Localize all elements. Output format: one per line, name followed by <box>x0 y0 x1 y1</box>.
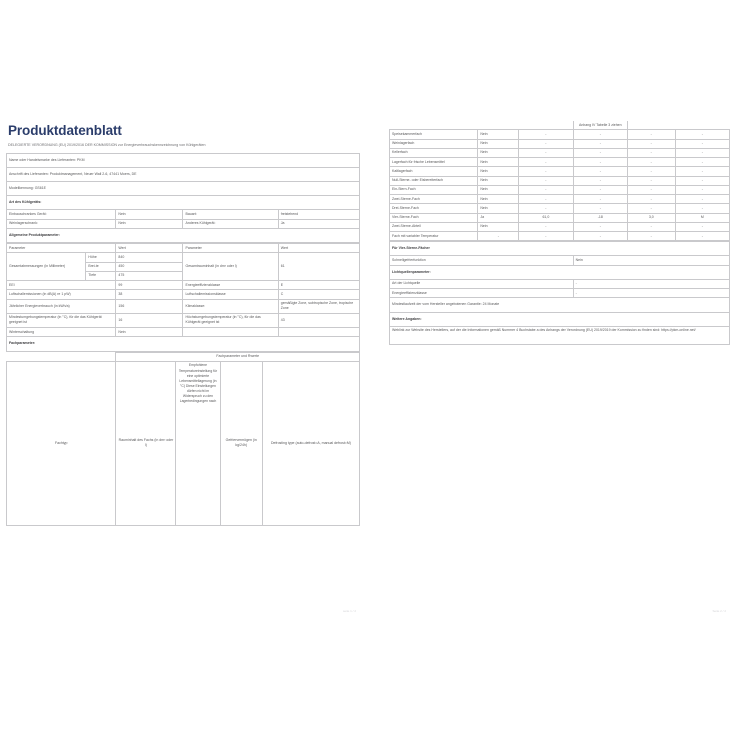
light-type-label: Art der Lichtquelle <box>390 279 574 288</box>
table-row <box>390 158 730 167</box>
light-type-value: - <box>573 279 729 288</box>
compartment-volume-11: - <box>519 232 573 241</box>
fast-freeze-label: Schnellgefrierfunktion <box>390 256 574 265</box>
col-header-defrost-type: Defrosting type (auto-defrost=A, manual defrost=M) <box>262 361 359 525</box>
compartment-name-8: Drei-Sterne-Fach <box>390 204 478 213</box>
eei-label: EEI <box>7 281 116 290</box>
max-temp-value: 43 <box>278 313 359 327</box>
compartment-freeze-5: - <box>627 176 675 185</box>
total-volume-value: 61 <box>278 253 359 281</box>
further-info-section: Weitere Angaben: <box>390 312 730 326</box>
compartment-defrost-8: - <box>675 204 729 213</box>
compartment-present-6: Nein <box>478 185 519 194</box>
compartment-volume-6: - <box>519 185 573 194</box>
compartments-table <box>389 121 730 241</box>
empty-label <box>183 328 278 337</box>
eei-value: 99 <box>116 281 183 290</box>
table-row <box>7 337 360 351</box>
compartment-present-11: - <box>478 232 519 241</box>
table-row <box>390 326 730 344</box>
compartment-volume-1: - <box>519 139 573 148</box>
compartment-defrost-1: - <box>675 139 729 148</box>
compartment-name-5: Null-Sterne- oder Eisbereiterfach <box>390 176 478 185</box>
max-temp-label: Höchstumgebungstemperatur (in °C), für die das Kühlgerät geeignet ist <box>183 313 278 327</box>
table-row <box>7 210 360 219</box>
compartment-freeze-9: 3,0 <box>627 213 675 222</box>
param-header-1: Parameter <box>7 244 116 253</box>
col-header-volume: Rauminhalt des Fachs (in dm³ oder l) <box>116 361 176 525</box>
compartment-temp-2: - <box>573 148 627 157</box>
compartment-freeze-3: - <box>627 158 675 167</box>
dimension-width-value: 450 <box>116 262 183 271</box>
compartment-present-1: Nein <box>478 139 519 148</box>
noise-value: 38 <box>116 290 183 299</box>
builtin-value: Nein <box>116 210 183 219</box>
warranty-label: Mindestlaufzeit der vom Hersteller angebotenen Garantie: <box>392 302 482 307</box>
compartment-name-4: Kaltlagerfach <box>390 167 478 176</box>
compartment-volume-5: - <box>519 176 573 185</box>
table-row <box>390 222 730 231</box>
table-row <box>390 242 730 256</box>
compartment-present-2: Nein <box>478 148 519 157</box>
four-star-section: Für Vier-Sterne-Fächer <box>390 242 730 256</box>
compartment-volume-9: 61,0 <box>519 213 573 222</box>
compartment-volume-7: - <box>519 195 573 204</box>
supplier-address-value: Produktmanagement, Neuer Wall 2-6, 47441 Moers, DE <box>49 171 137 176</box>
dimension-depth-value: 475 <box>116 271 183 280</box>
spacer-cell-a <box>390 121 478 130</box>
compartment-volume-2: - <box>519 148 573 157</box>
light-class-value: - <box>573 289 729 298</box>
table-row <box>390 298 730 312</box>
dimension-width-label: Brei-te <box>86 262 116 271</box>
min-temp-value: 16 <box>116 313 183 327</box>
supplier-name-value: PKM <box>76 157 85 162</box>
spacer-cell-b <box>478 121 519 130</box>
table-row <box>390 121 730 130</box>
supplier-table <box>6 153 360 243</box>
compartment-freeze-0: - <box>627 130 675 139</box>
table-row <box>7 253 360 262</box>
compartment-present-0: Nein <box>478 130 519 139</box>
compartment-temp-4: - <box>573 167 627 176</box>
spacer-cell-e <box>675 121 729 130</box>
compartment-temp-5: - <box>573 176 627 185</box>
compartment-name-11: Fach mit variabler Temperatur <box>390 232 478 241</box>
page-2-footer: Seite 2 / 2 <box>712 609 726 613</box>
empty-value <box>278 328 359 337</box>
table-row <box>7 228 360 242</box>
compartment-defrost-11: - <box>675 232 729 241</box>
spacer-cell-c <box>519 121 573 130</box>
supplier-name-label: Name oder Handelsmarke des Lieferanten: <box>9 157 76 162</box>
compartment-freeze-10: - <box>627 222 675 231</box>
compartment-temp-9: -18 <box>573 213 627 222</box>
compartment-freeze-2: - <box>627 148 675 157</box>
compartment-defrost-5: - <box>675 176 729 185</box>
light-source-section: Lichtquellenparameter: <box>390 265 730 279</box>
compartment-defrost-10: - <box>675 222 729 231</box>
winter-mode-value: Nein <box>116 328 183 337</box>
climate-class-label: Klimaklasse: <box>183 299 278 313</box>
construction-label: Bauart: <box>183 210 278 219</box>
compartment-temp-8: - <box>573 204 627 213</box>
compartment-volume-8: - <box>519 204 573 213</box>
table-row <box>7 281 360 290</box>
annual-energy-label: Jährlicher Energieverbrauch (in kWh/a) <box>7 299 116 313</box>
value-header-2: Wert <box>278 244 359 253</box>
wine-label: Weinlagerschrank: <box>7 219 116 228</box>
compartment-defrost-2: - <box>675 148 729 157</box>
table-row <box>7 361 360 525</box>
table-row <box>390 185 730 194</box>
compartment-freeze-4: - <box>627 167 675 176</box>
supplier-address-cell <box>7 167 360 181</box>
table-row <box>7 352 360 361</box>
compartment-name-1: Weinlagerfach <box>390 139 478 148</box>
compartment-present-4: Nein <box>478 167 519 176</box>
col-header-fachtyp: Fachtyp <box>7 361 116 525</box>
dimension-height-label: Höhe <box>86 253 116 262</box>
energy-class-value: E <box>278 281 359 290</box>
compartment-freeze-8: - <box>627 204 675 213</box>
compartment-volume-0: - <box>519 130 573 139</box>
table-row <box>7 328 360 337</box>
general-parameters-section: Allgemeine Produktparameter: <box>7 228 360 242</box>
table-row <box>390 279 730 288</box>
table-row <box>7 181 360 195</box>
general-parameters-table <box>6 243 360 352</box>
supplier-name-cell <box>7 153 360 167</box>
table-row <box>7 153 360 167</box>
value-header-1: Wert <box>116 244 183 253</box>
spacer-cell-d <box>627 121 675 130</box>
table-row <box>390 139 730 148</box>
compartment-present-8: Nein <box>478 204 519 213</box>
model-value: GS61E <box>34 186 46 190</box>
table-row <box>390 312 730 326</box>
manufacturer-website-link[interactable]: https://pkm-online.net/ <box>661 328 696 333</box>
page-1-footer: seite 1 / 2 <box>342 609 356 613</box>
total-volume-label: Gesamtrauminhalt (in dm³ oder l) <box>183 253 278 281</box>
warranty-cell <box>390 298 730 312</box>
construction-value: freistehend <box>278 210 359 219</box>
supplier-address-label: Anschrift des Lieferanten: <box>9 171 49 176</box>
compartment-volume-3: - <box>519 158 573 167</box>
compartment-name-2: Kellerfach <box>390 148 478 157</box>
compartment-freeze-1: - <box>627 139 675 148</box>
compartment-defrost-7: - <box>675 195 729 204</box>
wine-value: Nein <box>116 219 183 228</box>
other-label: Anderes Kühlgerät: <box>183 219 278 228</box>
fast-freeze-value: Nein <box>573 256 729 265</box>
appliance-type-section: Art des Kühlgeräts: <box>7 196 360 210</box>
table-row <box>390 289 730 298</box>
table-row <box>7 167 360 181</box>
builtin-label: Einbauschrankes Gerät: <box>7 210 116 219</box>
table-row <box>390 176 730 185</box>
table-row <box>7 290 360 299</box>
table-row <box>390 213 730 222</box>
annex-note: Anhang IV Tabelle 3 ziehen <box>573 121 627 130</box>
table-row <box>390 130 730 139</box>
compartment-temp-7: - <box>573 195 627 204</box>
table-row <box>390 167 730 176</box>
compartment-name-10: Zwei-Sterne-Abteil <box>390 222 478 231</box>
table-row <box>7 313 360 327</box>
warranty-value: 24 Monate <box>482 302 500 307</box>
compartment-volume-10: - <box>519 222 573 231</box>
compartment-header-table <box>6 352 360 526</box>
compartment-temp-0: - <box>573 130 627 139</box>
compartment-freeze-6: - <box>627 185 675 194</box>
compartment-name-0: Speisekammerfach <box>390 130 478 139</box>
table-row <box>390 148 730 157</box>
document-subtitle: DELEGIERTE VERORDNUNG (EU) 2019/2016 DER KOMMISSION zur Energieverbrauchskennzeichnung von Kühlgeräten <box>8 143 206 147</box>
table-row <box>7 244 360 253</box>
compartment-defrost-9: M <box>675 213 729 222</box>
light-class-label: Energieeffizienzklasse <box>390 289 574 298</box>
table-row <box>390 195 730 204</box>
compartment-present-9: Ja <box>478 213 519 222</box>
other-value: Ja <box>278 219 359 228</box>
spacer-cell <box>7 352 116 361</box>
col-header-temperature: Empfohlene Temperatureinstellung für eine optimierte Lebensmittellagerung (in °C) Diese Einstellungen dürfen nicht im Widerspruch zu den Lagerbedingungen nach <box>176 361 220 525</box>
compartment-freeze-7: - <box>627 195 675 204</box>
dimension-depth-label: Tiefe <box>86 271 116 280</box>
winter-mode-label: Winterschaltung <box>7 328 116 337</box>
further-info-text: Weblink zur Website des Herstellers, auf der die Informationen gemäß Nummer 4 Buchstabe a des Anhangs der Verordnung (EU) 2019/2019 der Kommission zu finden sind: <box>392 328 661 333</box>
further-info-cell <box>390 326 730 344</box>
compartment-defrost-3: - <box>675 158 729 167</box>
table-row <box>390 204 730 213</box>
table-row <box>390 232 730 241</box>
compartment-freeze-11: - <box>627 232 675 241</box>
compartment-present-3: Nein <box>478 158 519 167</box>
compartment-parameters-section: Fachparameter: <box>7 337 360 351</box>
energy-class-label: Energieeffizienzklasse <box>183 281 278 290</box>
four-star-table <box>389 241 730 345</box>
compartment-defrost-0: - <box>675 130 729 139</box>
param-header-2: Parameter <box>183 244 278 253</box>
noise-label: Luftschallemissionen (in dB(A) re 1 pW) <box>7 290 116 299</box>
climate-class-value: gemäßigte Zone, subtropische Zone, tropische Zone <box>278 299 359 313</box>
model-cell <box>7 181 360 195</box>
table-row <box>7 196 360 210</box>
compartment-group-header: Fachparameter und Rwerte <box>116 352 360 361</box>
table-row <box>390 256 730 265</box>
compartment-name-6: Ein-Stern-Fach <box>390 185 478 194</box>
compartment-name-3: Lagerfach für frische Lebensmittel <box>390 158 478 167</box>
compartment-present-10: Nein <box>478 222 519 231</box>
dimension-height-value: 840 <box>116 253 183 262</box>
compartment-temp-10: - <box>573 222 627 231</box>
page-1 <box>0 113 366 619</box>
noise-class-value: C <box>278 290 359 299</box>
page-2 <box>383 113 736 619</box>
table-row <box>390 265 730 279</box>
compartment-name-7: Zwei-Sterne-Fach <box>390 195 478 204</box>
noise-class-label: Luftschallemissionsklasse <box>183 290 278 299</box>
compartment-temp-1: - <box>573 139 627 148</box>
compartment-defrost-4: - <box>675 167 729 176</box>
compartment-volume-4: - <box>519 167 573 176</box>
dimensions-label: Gesamtabmessungen (in Millimeter) <box>7 253 86 281</box>
annual-energy-value: 156 <box>116 299 183 313</box>
compartment-temp-6: - <box>573 185 627 194</box>
compartment-name-9: Vier-Sterne-Fach <box>390 213 478 222</box>
compartment-temp-11: - <box>573 232 627 241</box>
col-header-freezing-capacity: Gefriervermögen (in kg/24h) <box>220 361 262 525</box>
model-label: Modellkennung: <box>9 186 34 190</box>
compartment-temp-3: - <box>573 158 627 167</box>
min-temp-label: Mindestumgebungstemperatur (in °C), für die das Kühlgerät geeignet ist <box>7 313 116 327</box>
table-row <box>7 299 360 313</box>
compartment-defrost-6: - <box>675 185 729 194</box>
page-title: Produktdatenblatt <box>8 123 122 138</box>
table-row <box>7 219 360 228</box>
compartment-present-5: Nein <box>478 176 519 185</box>
compartment-present-7: Nein <box>478 195 519 204</box>
